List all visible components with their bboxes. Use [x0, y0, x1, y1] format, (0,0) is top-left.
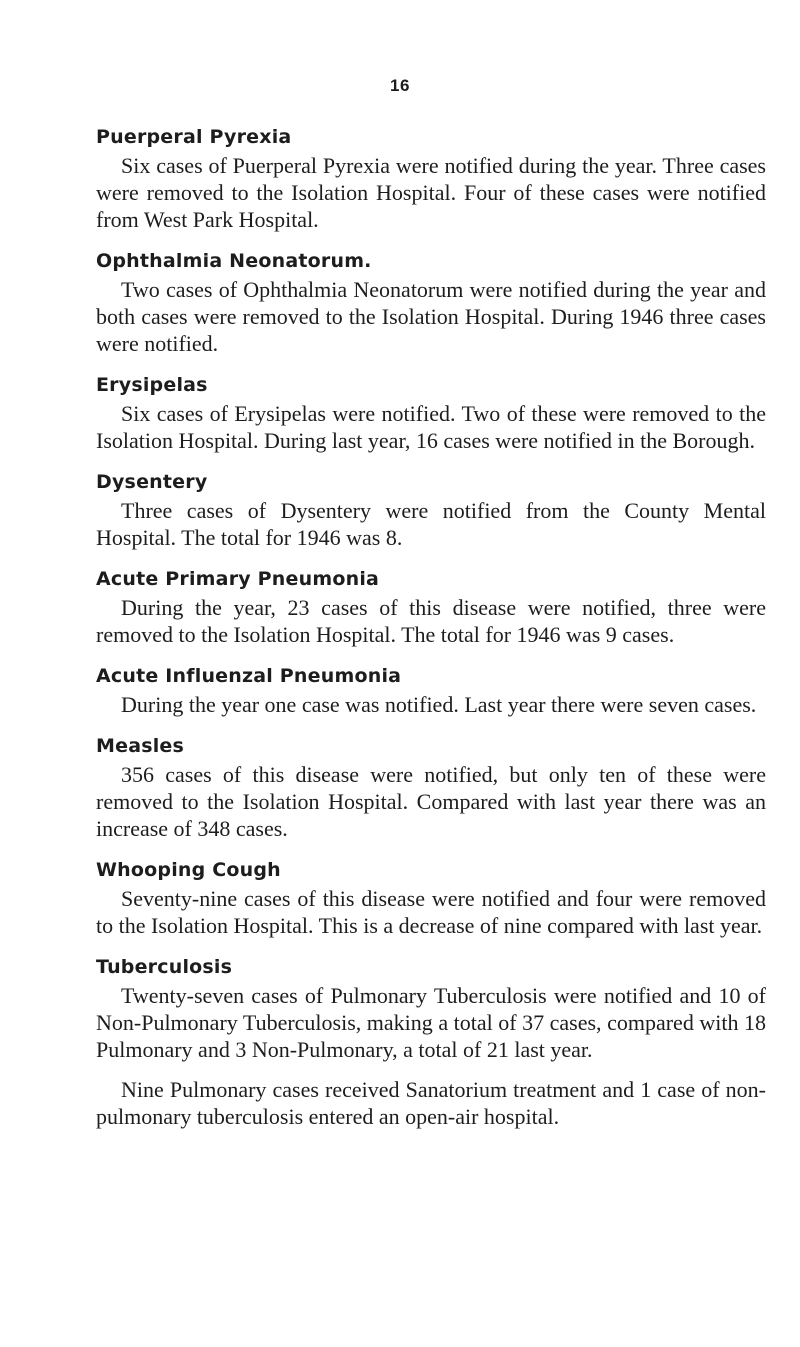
section-heading: Puerperal Pyrexia [96, 126, 292, 148]
section-heading: Dysentery [96, 471, 208, 493]
section-paragraph: Six cases of Puerperal Pyrexia were notified during the year. Three cases were removed to the Isolation Hospital. Four of these cases were notified from West Park Hospital. [96, 153, 766, 232]
section-whooping-cough [96, 856, 766, 939]
section-paragraph: Six cases of Erysipelas were notified. Two of these were removed to the Isolation Hospital. During last year, 16 cases were notified in the Borough. [96, 401, 766, 453]
section-dysentery [96, 468, 766, 551]
section-acute-primary-pneumonia [96, 565, 766, 648]
section-paragraph: 356 cases of this disease were notified, but only ten of these were removed to the Isolation Hospital. Compared with last year there was an increase of 348 cases. [96, 762, 766, 841]
document-body [96, 123, 766, 1144]
section-paragraph: During the year, 23 cases of this disease were notified, three were removed to the Isolation Hospital. The total for 1946 was 9 cases. [96, 595, 766, 647]
section-heading: Tuberculosis [96, 956, 233, 978]
section-heading: Ophthalmia Neonatorum. [96, 250, 372, 272]
section-paragraph: Three cases of Dysentery were notified from the County Mental Hospital. The total for 1946 was 8. [96, 498, 766, 550]
section-acute-influenzal-pneumonia [96, 662, 766, 718]
section-heading: Acute Primary Pneumonia [96, 568, 380, 590]
section-paragraph: During the year one case was notified. Last year there were seven cases. [121, 692, 757, 717]
section-ophthalmia-neonatorum [96, 247, 766, 357]
section-paragraph: Nine Pulmonary cases received Sanatorium treatment and 1 case of non-pulmonary tuberculosis entered an open-air hospital. [96, 1077, 766, 1129]
page-number: 16 [390, 76, 410, 95]
section-puerperal-pyrexia [96, 123, 766, 233]
section-heading: Whooping Cough [96, 859, 281, 881]
section-paragraph: Two cases of Ophthalmia Neonatorum were notified during the year and both cases were removed to the Isolation Hospital. During 1946 three cases were notified. [96, 277, 766, 356]
section-heading: Erysipelas [96, 374, 208, 396]
section-heading: Acute Influenzal Pneumonia [96, 665, 402, 687]
section-paragraph: Twenty-seven cases of Pulmonary Tuberculosis were notified and 10 of Non-Pulmonary Tuberculosis, making a total of 37 cases, compared with 18 Pulmonary and 3 Non-Pulmonary, a total of 21 last year. [96, 983, 766, 1062]
section-paragraph: Seventy-nine cases of this disease were notified and four were removed to the Isolation Hospital. This is a decrease of nine compared with last year. [96, 886, 766, 938]
section-tuberculosis [96, 953, 766, 1130]
section-measles [96, 732, 766, 842]
section-erysipelas [96, 371, 766, 454]
section-heading: Measles [96, 735, 185, 757]
